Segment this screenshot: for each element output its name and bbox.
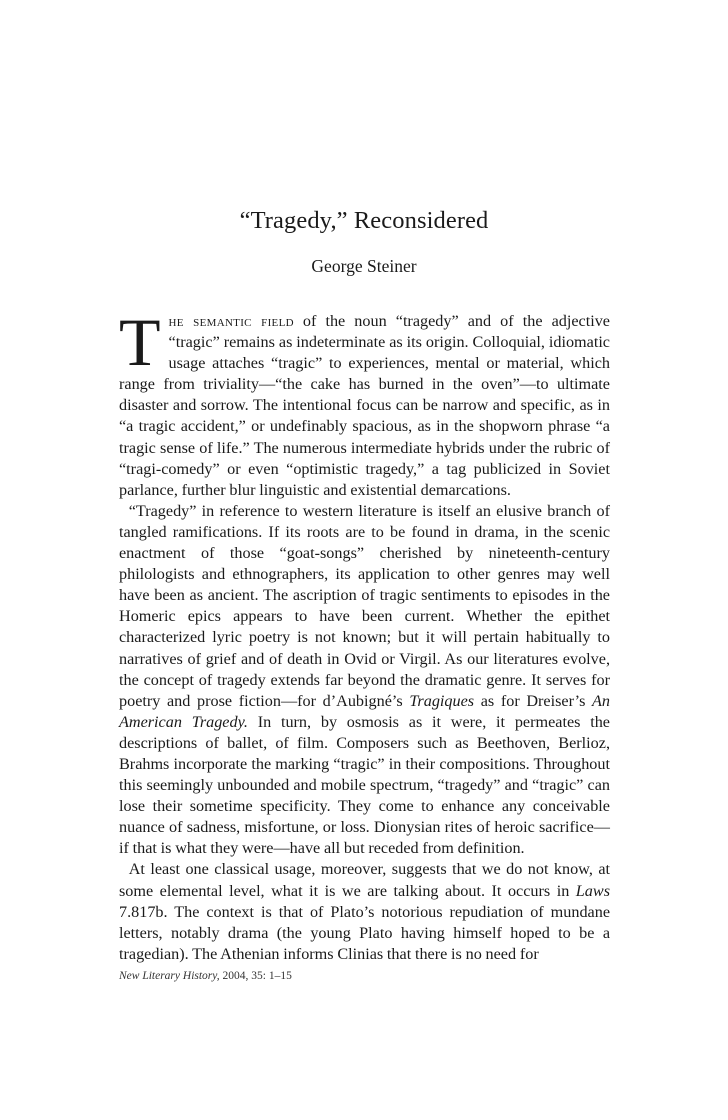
italic-tragiques: Tragiques — [409, 691, 475, 710]
paragraph-2 — [119, 501, 610, 860]
drop-cap: T — [119, 304, 161, 380]
article-title: “Tragedy,” Reconsidered — [239, 207, 489, 234]
paragraph-2-text-c: In turn, by osmosis as it were, it permeates the descriptions of ballet, of film. Composers such as Beethoven, Berlioz, Brahms incorporate the marking “tragic” in their compositions. Throughout this seemingly unbounded and mobile spectrum, “tragedy” and “tragic” can lose their sometime specificity. They come to enhance any conceivable nuance of sadness, misfortune, or loss. Dionysian rites of heroic sacrifice—if that is what they were—have all but receded from definition. — [119, 712, 610, 858]
paragraph-1-text: of the noun “tragedy” and of the adjective “tragic” remains as indeterminate as its origin. Colloquial, idiomatic usage attaches “tragic” to experiences, mental or material, which range from triviality—“the cake has burned in the oven”—to ultimate disaster and sorrow. The intentional focus can be narrow and specific, as in “a tragic accident,” or undefinably spacious, as in the shopworn phrase “a tragic sense of life.” The numerous intermediate hybrids under the rubric of “tragi-comedy” or even “optimistic tragedy,” a tag publicized in Soviet parlance, further blur linguistic and existential demarcations. — [119, 312, 610, 499]
paragraph-3 — [119, 859, 610, 964]
article-body — [119, 304, 610, 965]
italic-laws: Laws — [575, 881, 610, 900]
journal-name: New Literary History, — [119, 970, 220, 982]
paragraph-2-text-b: as for Dreiser’s — [474, 691, 593, 710]
journal-citation — [119, 970, 292, 982]
paragraph-1 — [119, 304, 610, 501]
paragraph-2-text-a: “Tragedy” in reference to western literature is itself an elusive branch of tangled ramifications. If its roots are to be found in drama, in the scenic enactment of those “goat-songs” cherished by nineteenth-century philologists and ethnographers, its application to other genres may well have been as ancient. The ascription of tragic sentiments to episodes in the Homeric epics appears to have been current. Whether the epithet characterized lyric poetry is not known; but it will pertain habitually to narratives of grief and of death in Ovid or Virgil. As our literatures evolve, the concept of tragedy extends far beyond the dramatic genre. It serves for poetry and prose fiction—for d’Aubigné’s — [119, 501, 610, 710]
article-author: George Steiner — [311, 256, 417, 276]
paragraph-3-text-a: At least one classical usage, moreover, suggests that we do not know, at some elemental level, what it is we are talking about. It occurs in — [119, 860, 610, 900]
italic-american-tragedy: An American Tragedy. — [119, 691, 610, 731]
small-caps-lead: he semantic field — [168, 312, 294, 330]
citation-details: 2004, 35: 1–15 — [219, 970, 292, 982]
paragraph-3-text-b: 7.817b. The context is that of Plato’s notorious repudiation of mundane letters, notably drama (the young Plato having himself hoped to be a tragedian). The Athenian informs Clinias that there is no need for — [119, 902, 610, 963]
